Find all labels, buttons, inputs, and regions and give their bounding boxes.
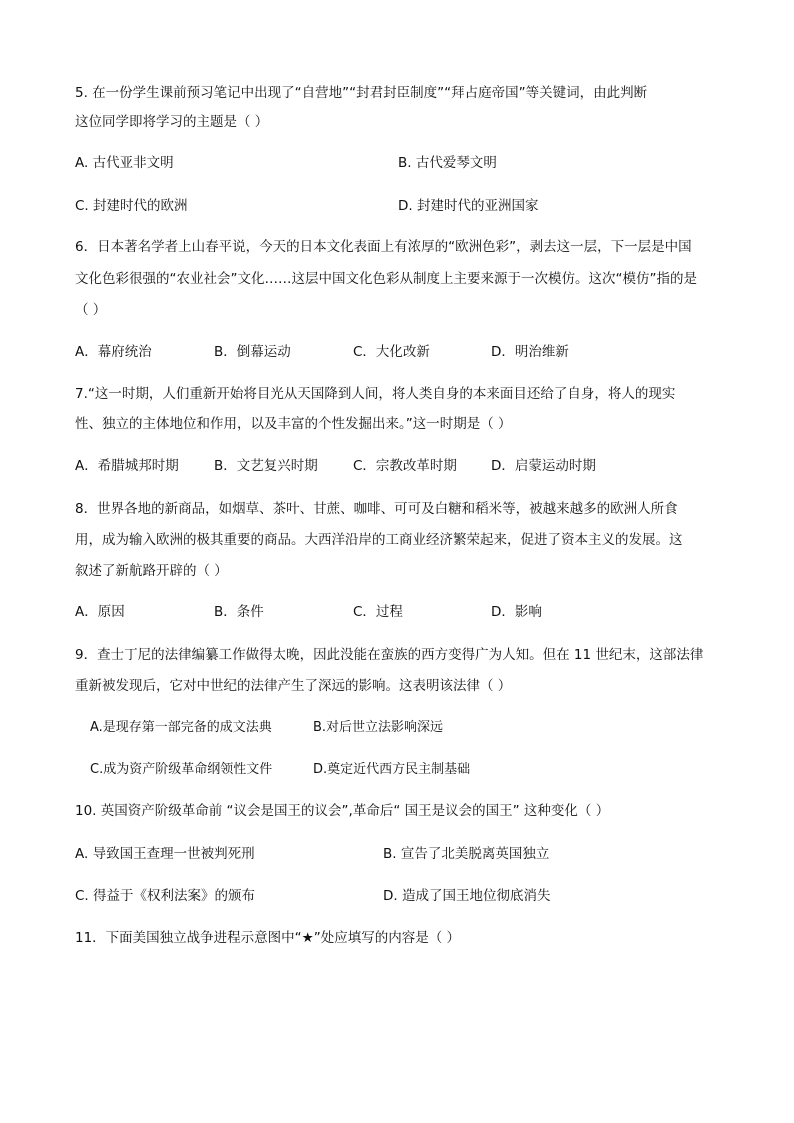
question-10-option-c: C. 得益于《权利法案》的颁布 xyxy=(75,888,256,904)
question-9-stem-line-2: 重新被发现后，它对中世纪的法律产生了深远的影响。这表明该法律（ ） xyxy=(75,678,512,694)
question-9-option-a: A.是现存第一部完备的成文法典 xyxy=(90,720,272,735)
question-10-option-a: A. 导致国王查理一世被判死刑 xyxy=(75,846,255,862)
question-10-stem-line-1: 10. 英国资产阶级革命前 “议会是国王的议会”,革命后“ 国王是议会的国王” 这种变化（ ） xyxy=(75,803,610,819)
question-6-stem-line-2: 文化色彩很强的“农业社会”文化……这层中国文化色彩从制度上主要来源于一次模仿。这次“模仿”指的是 xyxy=(75,271,697,287)
question-6-option-a: A．幕府统治 xyxy=(75,344,152,360)
question-6-option-b: B．倒幕运动 xyxy=(214,344,291,360)
question-8-option-a: A．原因 xyxy=(75,604,125,620)
question-9-stem-line-1: 9．查士丁尼的法律编纂工作做得太晚，因此没能在蛮族的西方变得广为人知。但在 11 世纪末，这部法律 xyxy=(75,647,704,663)
question-11-stem-line-1: 11．下面美国独立战争进程示意图中“★”处应填写的内容是（ ） xyxy=(75,930,461,946)
question-5-option-c: C. 封建时代的欧洲 xyxy=(75,198,188,214)
question-8-stem-line-1: 8．世界各地的新商品，如烟草、茶叶、甘蔗、咖啡、可可及白糖和稻米等，被越来越多的欧洲人所食 xyxy=(75,501,678,517)
question-7-stem-line-1: 7.“这一时期，人们重新开始将目光从天国降到人间，将人类自身的本来面目还给了自身，将人的现实 xyxy=(75,386,676,402)
question-9-option-d: D.奠定近代西方民主制基础 xyxy=(313,762,471,777)
question-7-option-a: A．希腊城邦时期 xyxy=(75,458,179,474)
question-8-stem-line-3: 叙述了新航路开辟的（ ） xyxy=(75,563,228,579)
question-10-option-b: B. 宣告了北美脱离英国独立 xyxy=(383,846,550,862)
question-6-option-d: D．明治维新 xyxy=(491,344,569,360)
question-5-stem-line-2: 这位同学即将学习的主题是（ ） xyxy=(75,114,269,130)
question-9-option-c: C.成为资产阶级革命纲领性文件 xyxy=(90,762,273,777)
question-8-stem-line-2: 用，成为输入欧洲的极其重要的商品。大西洋沿岸的工商业经济繁荣起来，促进了资本主义的发展。这 xyxy=(75,532,683,548)
question-6-option-c: C．大化改新 xyxy=(353,344,430,360)
question-5-option-a: A. 古代亚非文明 xyxy=(75,155,174,171)
question-8-option-b: B．条件 xyxy=(214,604,264,620)
question-10-option-d: D. 造成了国王地位彻底消失 xyxy=(383,888,551,904)
question-8-option-c: C．过程 xyxy=(353,604,403,620)
question-9-option-b: B.对后世立法影响深远 xyxy=(313,720,444,735)
question-7-option-b: B．文艺复兴时期 xyxy=(214,458,318,474)
question-6-stem-line-3: （ ） xyxy=(75,302,107,318)
question-5-option-d: D. 封建时代的亚洲国家 xyxy=(398,198,539,214)
question-7-option-c: C．宗教改革时期 xyxy=(353,458,457,474)
question-6-stem-line-1: 6．日本著名学者上山春平说，今天的日本文化表面上有浓厚的“欧洲色彩”，剥去这一层，下一层是中国 xyxy=(75,239,692,255)
question-7-stem-line-2: 性、独立的主体地位和作用，以及丰富的个性发掘出来。”这一时期是（ ） xyxy=(75,416,512,432)
question-7-option-d: D．启蒙运动时期 xyxy=(491,458,596,474)
question-5-option-b: B. 古代爱琴文明 xyxy=(398,155,497,171)
question-8-option-d: D．影响 xyxy=(491,604,542,620)
question-5-stem-line-1: 5. 在一份学生课前预习笔记中出现了“自营地”“封君封臣制度”“拜占庭帝国”等关键词，由此判断 xyxy=(75,85,648,101)
